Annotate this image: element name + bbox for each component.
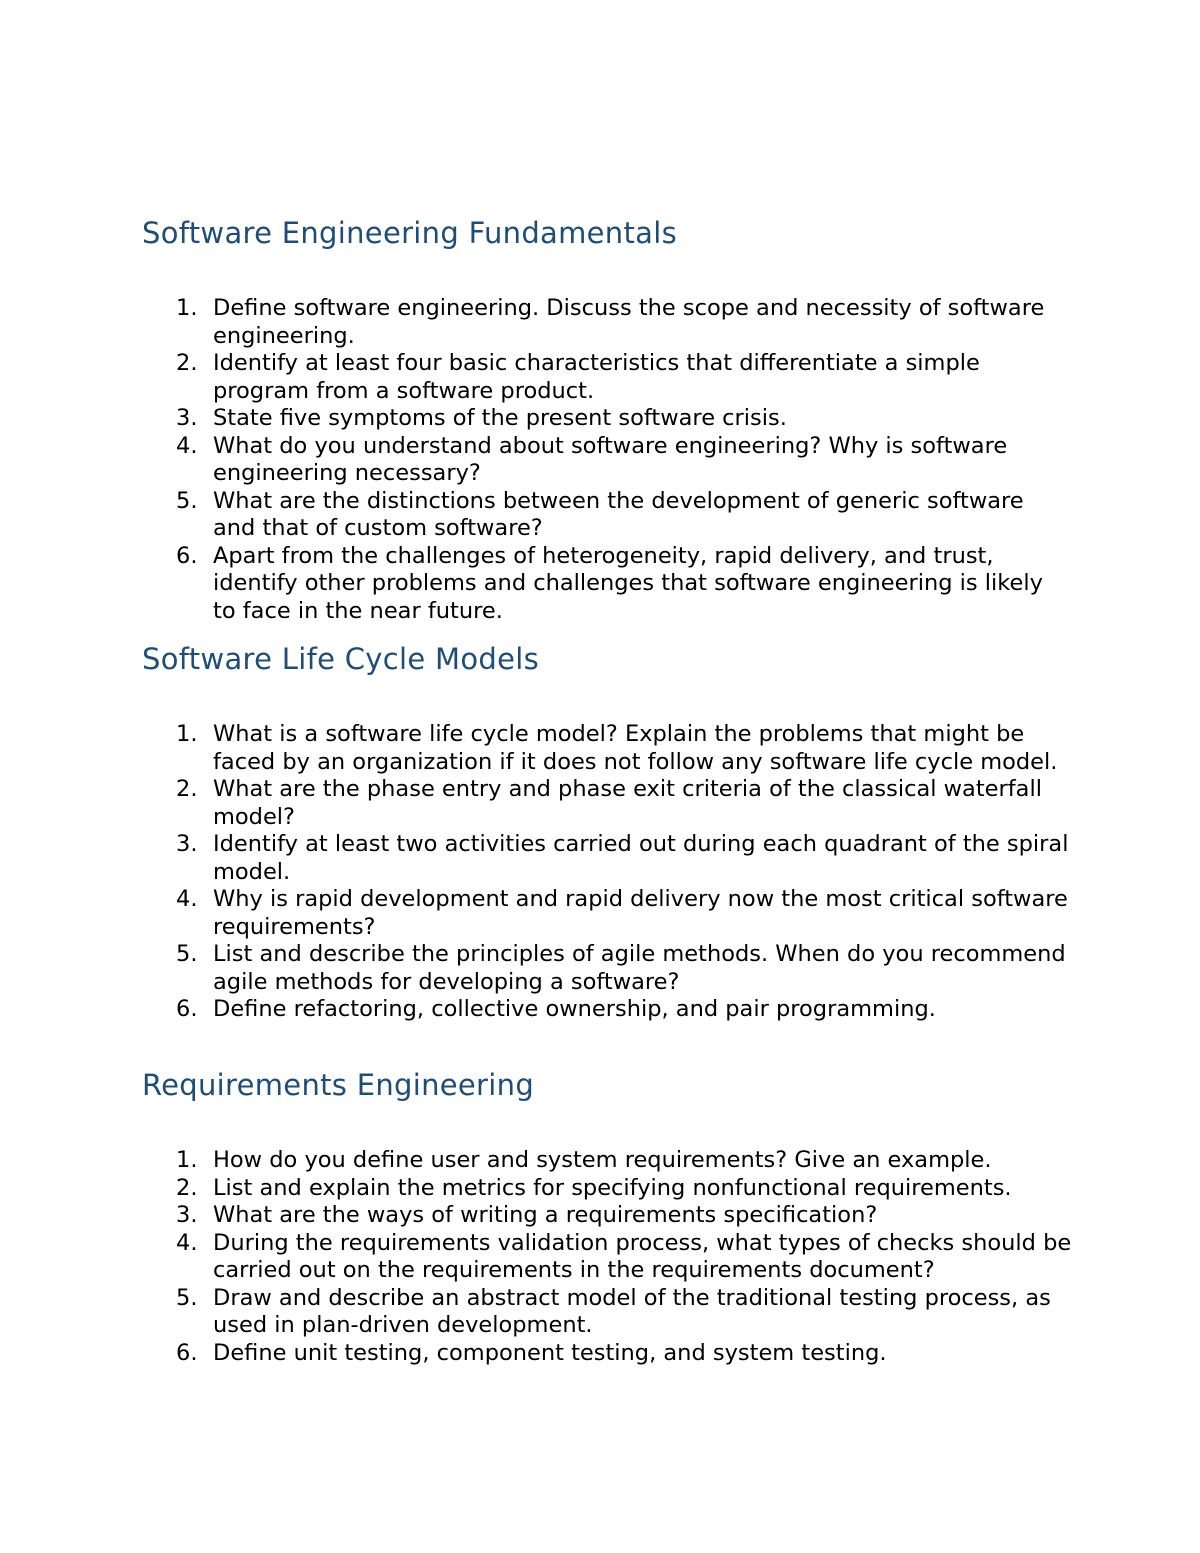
list-item: [142, 831, 1072, 886]
item-text: List and describe the principles of agile methods. When do you recommend agile methods for developing a software?: [213, 941, 1066, 995]
list-item: [142, 1147, 1072, 1175]
item-text: What are the ways of writing a requirements specification?: [213, 1202, 878, 1228]
item-number: 3.: [176, 405, 198, 431]
list-item: [142, 295, 1072, 350]
item-number: 1.: [176, 721, 198, 747]
question-list: [142, 295, 1072, 625]
section-software-engineering-fundamentals: [142, 215, 1072, 625]
list-item: [142, 405, 1072, 433]
item-number: 4.: [176, 432, 198, 459]
question-list: [142, 721, 1072, 1024]
item-text: List and explain the metrics for specifying nonfunctional requirements.: [213, 1174, 1012, 1201]
list-item: [142, 350, 1072, 405]
section-heading: Software Life Cycle Models: [142, 642, 539, 676]
item-number: 5.: [176, 941, 198, 967]
list-item: [142, 488, 1072, 543]
list-item: [142, 1175, 1072, 1203]
item-text: What is a software life cycle model? Explain the problems that might be faced by an organization if it does not follow any software life cycle model.: [213, 721, 1058, 775]
item-text: How do you define user and system requirements? Give an example.: [213, 1147, 992, 1173]
item-text: Define refactoring, collective ownership, and pair programming.: [213, 996, 936, 1022]
list-item: [142, 1285, 1072, 1340]
item-number: 5.: [176, 1284, 198, 1311]
item-number: 6.: [176, 996, 198, 1022]
item-text: Draw and describe an abstract model of the traditional testing process, as used in plan-driven development.: [213, 1284, 1051, 1338]
section-heading: Requirements Engineering: [142, 1068, 535, 1102]
item-text: What do you understand about software engineering? Why is software engineering necessary?: [213, 432, 1008, 486]
list-item: [142, 776, 1072, 831]
item-number: 2.: [176, 776, 198, 802]
item-number: 3.: [176, 831, 198, 857]
section-requirements-engineering: [142, 1067, 1072, 1367]
item-text: What are the distinctions between the development of generic software and that of custom software?: [213, 487, 1024, 541]
list-item: [142, 1202, 1072, 1230]
question-list: [142, 1147, 1072, 1367]
item-text: Apart from the challenges of heterogeneity, rapid delivery, and trust, identify other problems and challenges that software engineering is likely to face in the near future.: [213, 542, 1043, 624]
item-number: 3.: [176, 1202, 198, 1228]
item-number: 6.: [176, 542, 198, 569]
list-item: [142, 721, 1072, 776]
item-text: During the requirements validation process, what types of checks should be carried out on the requirements in the requirements document?: [213, 1229, 1072, 1283]
item-number: 6.: [176, 1339, 198, 1366]
item-text: Identify at least two activities carried out during each quadrant of the spiral model.: [213, 831, 1069, 885]
item-number: 4.: [176, 1229, 198, 1256]
item-number: 4.: [176, 886, 198, 912]
item-text: Why is rapid development and rapid delivery now the most critical software requirements?: [213, 886, 1068, 940]
item-text: State five symptoms of the present software crisis.: [213, 405, 787, 431]
list-item: [142, 543, 1072, 626]
list-item: [142, 433, 1072, 488]
section-heading: Software Engineering Fundamentals: [142, 216, 677, 250]
item-text: What are the phase entry and phase exit criteria of the classical waterfall model?: [213, 776, 1042, 830]
item-text: Define unit testing, component testing, and system testing.: [213, 1339, 887, 1366]
item-number: 5.: [176, 487, 198, 514]
item-number: 2.: [176, 350, 198, 376]
list-item: [142, 886, 1072, 941]
item-text: Identify at least four basic characteristics that differentiate a simple program from a software product.: [213, 350, 980, 404]
list-item: [142, 1340, 1072, 1368]
item-number: 2.: [176, 1174, 198, 1201]
list-item: [142, 1230, 1072, 1285]
item-text: Define software engineering. Discuss the scope and necessity of software engineering.: [213, 295, 1045, 349]
list-item: [142, 941, 1072, 996]
item-number: 1.: [176, 295, 198, 321]
section-software-life-cycle-models: [142, 641, 1072, 1024]
item-number: 1.: [176, 1147, 198, 1173]
list-item: [142, 996, 1072, 1024]
